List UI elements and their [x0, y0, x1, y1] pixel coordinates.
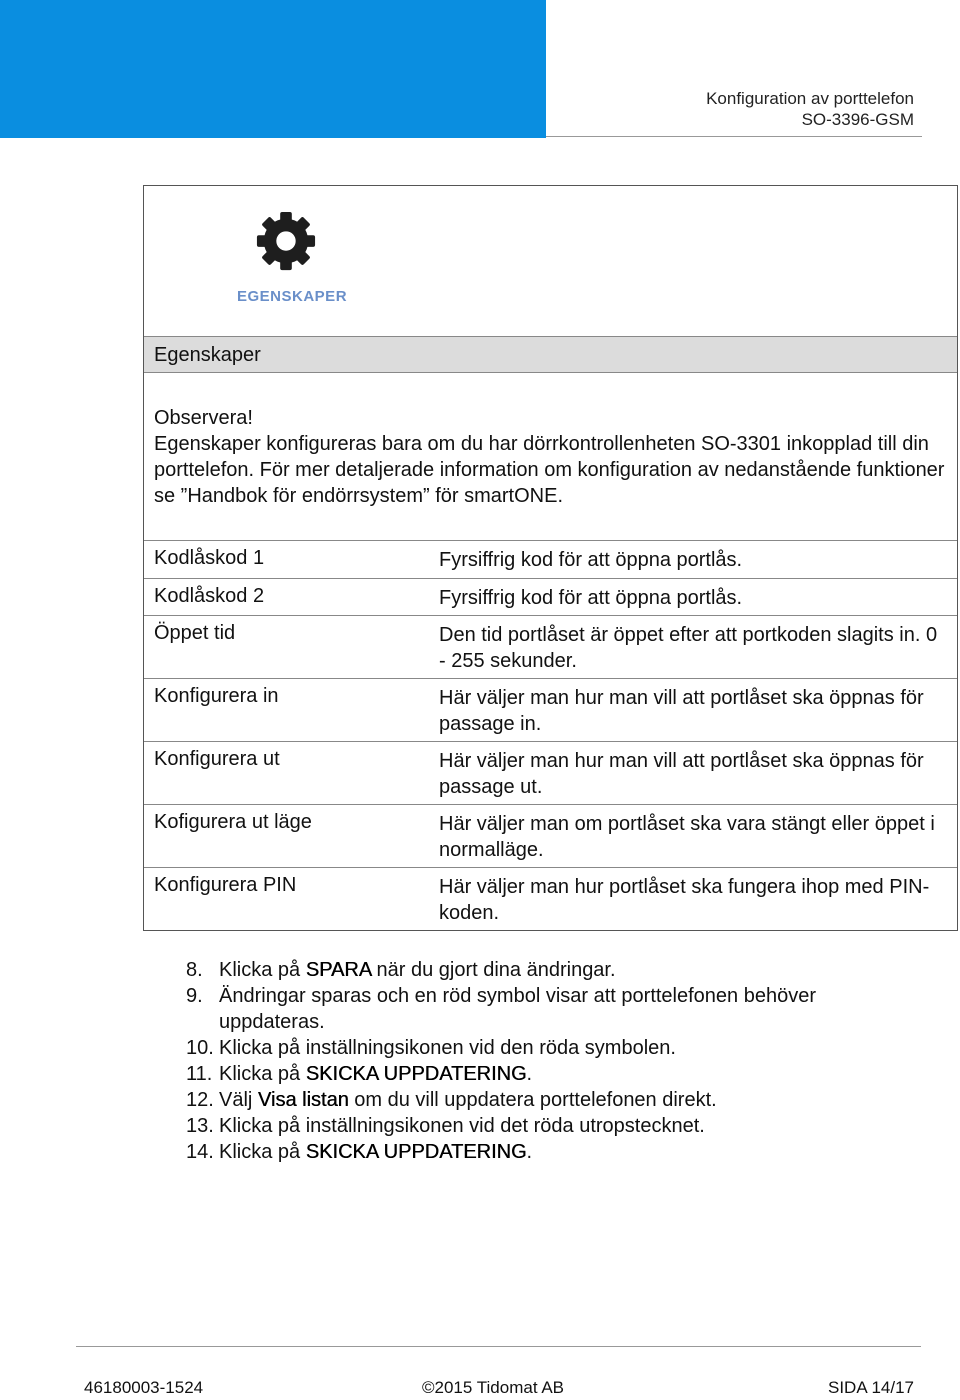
- step-text: Klicka på inställningsikonen vid det röda utropstecknet.: [219, 1115, 705, 1137]
- row-description: Här väljer man om portlåset ska vara stängt eller öppet i normalläge.: [439, 813, 935, 861]
- step-text: om du vill uppdatera porttelefonen direkt.: [348, 1089, 717, 1111]
- step-text: Välj: [219, 1089, 258, 1111]
- step-text: Klicka på inställningsikonen vid den röda symbolen.: [219, 1037, 676, 1059]
- row-label: Kodlåskod 2: [154, 585, 265, 607]
- row-divider: [144, 678, 957, 679]
- note-text: Egenskaper konfigureras bara om du har dörrkontrollenheten SO-3301 inkopplad till din porttelefon. För mer detaljerade information om konfiguration av nedanstående funktioner se ”Handbok för endörrsystem” för smartONE.: [154, 433, 945, 507]
- list-item: [186, 1139, 886, 1165]
- row-label: Kodlåskod 1: [154, 547, 265, 569]
- row-description: Här väljer man hur portlåset ska fungera ihop med PIN-koden.: [439, 876, 930, 924]
- ui-term: SKICKA UPPDATERING: [305, 1063, 527, 1085]
- step-text: när du gjort dina ändringar.: [370, 959, 616, 981]
- row-divider: [144, 741, 957, 742]
- row-divider: [144, 804, 957, 805]
- header-title: Konfiguration av porttelefon: [706, 89, 914, 108]
- ui-term: SPARA: [305, 959, 371, 981]
- row-label: Konfigurera in: [154, 685, 279, 707]
- row-divider: [144, 867, 957, 868]
- footer-divider: [76, 1346, 921, 1347]
- list-item: [186, 1035, 886, 1061]
- ui-term: Visa listan: [257, 1089, 349, 1111]
- instruction-list: [186, 957, 886, 1165]
- list-item: [186, 1113, 886, 1139]
- page-number: SIDA 14/17: [827, 1378, 914, 1397]
- step-text: Klicka på: [219, 1141, 306, 1163]
- step-text: Klicka på: [219, 959, 306, 981]
- list-item: [186, 1087, 886, 1113]
- row-label: Konfigurera PIN: [154, 874, 297, 896]
- step-number: 10.: [186, 1037, 214, 1059]
- header-model: SO-3396-GSM: [801, 110, 914, 129]
- row-label: Konfigurera ut: [154, 748, 280, 770]
- step-number: 14.: [186, 1141, 214, 1163]
- row-description: Den tid portlåset är öppet efter att portkoden slagits in. 0 - 255 sekunder.: [439, 624, 938, 672]
- section-title: Egenskaper: [154, 344, 261, 366]
- header-color-band: [0, 0, 546, 138]
- step-number: 13.: [186, 1115, 214, 1137]
- document-number: 46180003-1524: [84, 1378, 204, 1397]
- step-text: Ändringar sparas och en röd symbol visar att porttelefonen behöver uppdateras.: [219, 985, 817, 1033]
- step-number: 12.: [186, 1089, 214, 1111]
- step-number: 9.: [186, 985, 203, 1007]
- document-header: [706, 88, 914, 130]
- list-item: [186, 1061, 886, 1087]
- divider: [144, 540, 957, 541]
- note-heading: Observera!: [154, 407, 253, 429]
- note-block: [154, 405, 954, 509]
- step-text: Klicka på: [219, 1063, 306, 1085]
- step-text: .: [526, 1141, 533, 1163]
- row-label: Kofigurera ut läge: [154, 811, 312, 833]
- header-divider: [546, 136, 922, 137]
- row-description: Fyrsiffrig kod för att öppna portlås.: [439, 549, 743, 571]
- row-label: Öppet tid: [154, 622, 236, 644]
- row-description: Fyrsiffrig kod för att öppna portlås.: [439, 587, 743, 609]
- list-item: [186, 983, 886, 1035]
- step-text: .: [526, 1063, 533, 1085]
- row-divider: [144, 578, 957, 579]
- row-description: Här väljer man hur man vill att portlåset ska öppnas för passage in.: [439, 687, 924, 735]
- row-description: Här väljer man hur man vill att portlåset ska öppnas för passage ut.: [439, 750, 924, 798]
- step-number: 11.: [186, 1063, 213, 1085]
- section-header: [144, 337, 957, 373]
- icon-label: EGENSKAPER: [237, 288, 348, 305]
- copyright: ©2015 Tidomat AB: [422, 1378, 565, 1397]
- step-number: 8.: [186, 959, 203, 981]
- ui-term: SKICKA UPPDATERING: [305, 1141, 527, 1163]
- gear-icon: [255, 210, 317, 272]
- list-item: [186, 957, 886, 983]
- row-divider: [144, 615, 957, 616]
